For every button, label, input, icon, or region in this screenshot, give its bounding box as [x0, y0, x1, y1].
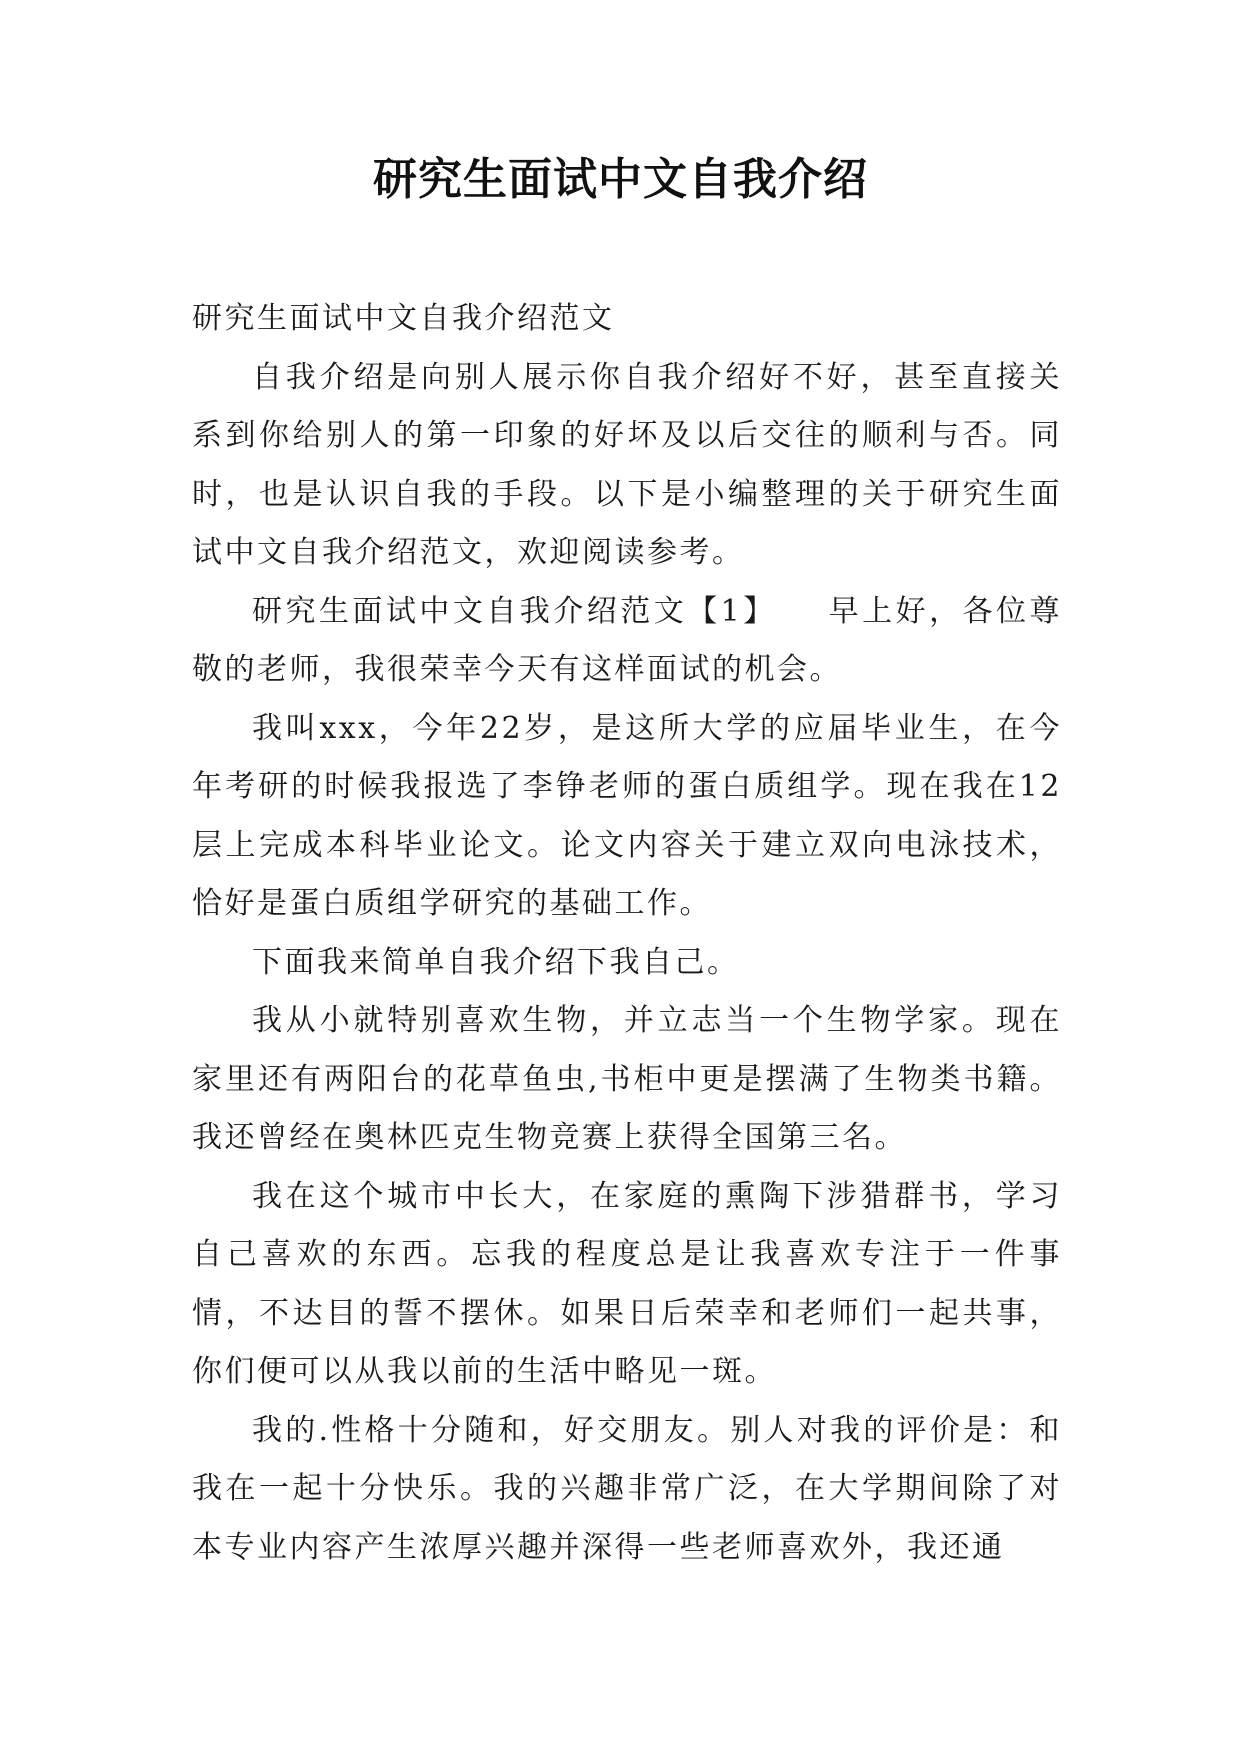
body-paragraph: 我的.性格十分随和，好交朋友。别人对我的评价是：和我在一起十分快乐。我的兴趣非常广泛，在大学期间除了对本专业内容产生浓厚兴趣并深得一些老师喜欢外，我还通: [192, 1412, 1062, 1565]
body-paragraph: 我叫xxx，今年22岁，是这所大学的应届毕业生，在今年考研的时候我报选了李铮老师的蛋白质组学。现在我在12层上完成本科毕业论文。论文内容关于建立双向电泳技术，恰好是蛋白质组学研究的基础工作。: [192, 710, 1062, 921]
sample-heading-paragraph: 研究生面试中文自我介绍范文【1】 早上好，各位尊敬的老师，我很荣幸今天有这样面试的机会。: [192, 593, 1062, 687]
document-body: [192, 290, 1062, 1577]
intro-paragraph: 自我介绍是向别人展示你自我介绍好不好，甚至直接关系到你给别人的第一印象的好坏及以后交往的顺利与否。同时，也是认识自我的手段。以下是小编整理的关于研究生面试中文自我介绍范文，欢迎阅读参考。: [192, 359, 1062, 570]
body-paragraph: 我从小就特别喜欢生物，并立志当一个生物学家。现在家里还有两阳台的花草鱼虫,书柜中更是摆满了生物类书籍。我还曾经在奥林匹克生物竞赛上获得全国第三名。: [192, 1003, 1062, 1155]
subtitle-paragraph: 研究生面试中文自我介绍范文: [192, 301, 615, 336]
body-paragraph: 下面我来简单自我介绍下我自己。: [252, 944, 740, 980]
body-paragraph: 我在这个城市中长大，在家庭的熏陶下涉猎群书，学习自己喜欢的东西。忘我的程度总是让我喜欢专注于一件事情，不达目的誓不摆休。如果日后荣幸和老师们一起共事，你们便可以从我以前的生活中略见一斑。: [192, 1178, 1062, 1389]
document-title: 研究生面试中文自我介绍: [373, 154, 868, 205]
